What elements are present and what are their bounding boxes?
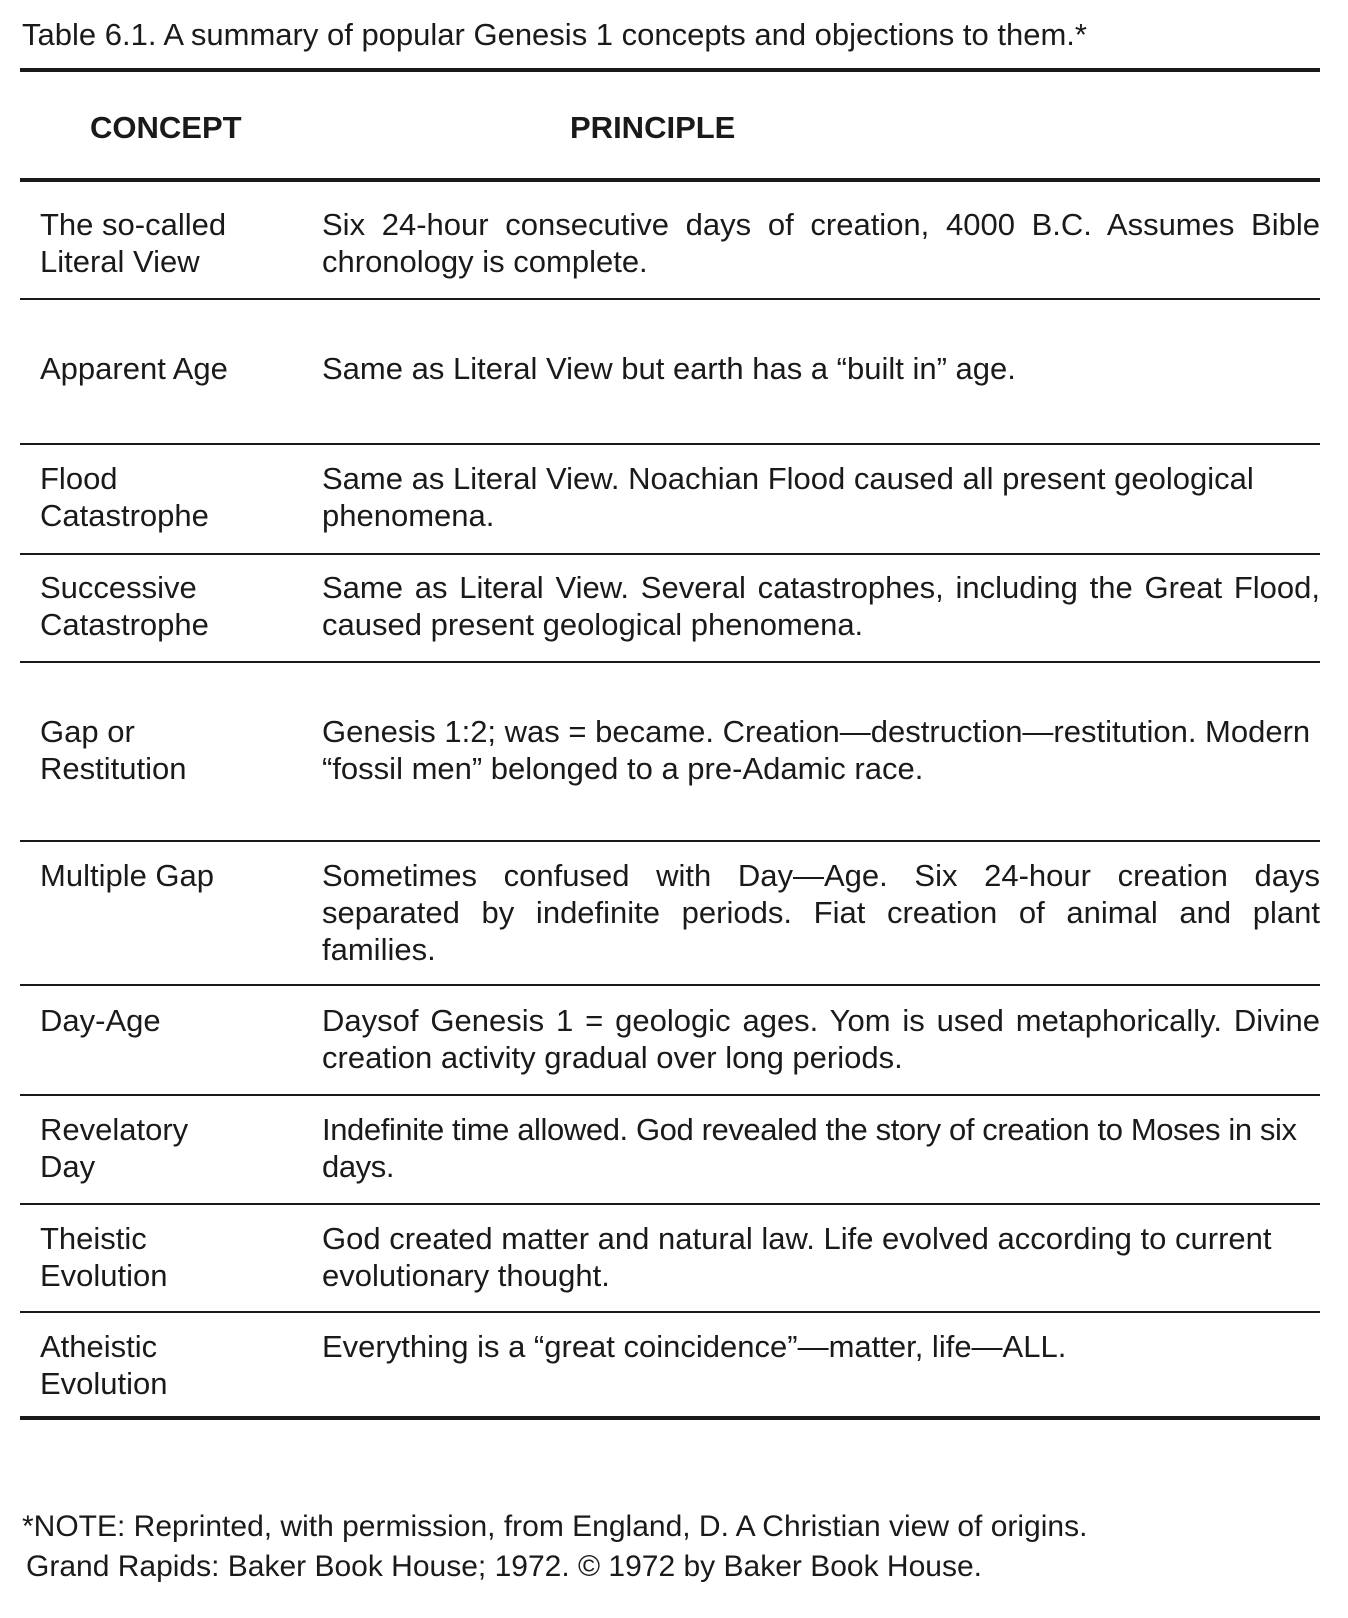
top-rule xyxy=(20,68,1320,72)
principle-cell: Everything is a “great coincidence”—matter, life—ALL. xyxy=(322,1329,1067,1364)
concept-cell: Apparent Age xyxy=(40,351,228,386)
concept-cell: Multiple Gap xyxy=(40,858,215,893)
concept-header: CONCEPT xyxy=(90,110,242,145)
principle-cell: Genesis 1:2; was = became. Creation—destruction—restitution. Modern “fossil men” belonged to a pre-Adamic race. xyxy=(322,714,1311,786)
principle-cell: Six 24-hour consecutive days of creation, 4000 B.C. Assumes Bible chronology is complete. xyxy=(322,207,1320,279)
concept-cell: Successive Catastrophe xyxy=(40,570,209,642)
row-divider xyxy=(20,553,1320,555)
row-divider xyxy=(20,1311,1320,1313)
principle-cell: Same as Literal View. Noachian Flood caused all present geological phenomena. xyxy=(322,461,1254,533)
concept-cell: Atheistic Evolution xyxy=(40,1329,168,1401)
footnote xyxy=(22,1507,1087,1587)
principle-cell: God created matter and natural law. Life evolved according to current evolutionary thought. xyxy=(322,1221,1272,1293)
concept-cell: Theistic Evolution xyxy=(40,1221,168,1293)
concept-cell: Gap or Restitution xyxy=(40,714,187,786)
row-divider xyxy=(20,443,1320,445)
row-divider xyxy=(20,984,1320,986)
concept-cell: Revelatory Day xyxy=(40,1112,189,1184)
row-divider xyxy=(20,840,1320,842)
header-rule xyxy=(20,178,1320,182)
principle-cell: Sometimes confused with Day—Age. Six 24-hour creation days separated by indefinite periods. Fiat creation of animal and plant families. xyxy=(322,858,1320,967)
concept-cell: Flood Catastrophe xyxy=(40,461,209,533)
row-divider xyxy=(20,1094,1320,1096)
table-caption: Table 6.1. A summary of popular Genesis 1 concepts and objections to them.* xyxy=(22,17,1087,52)
principle-cell: Indefinite time allowed. God revealed the story of creation to Moses in six days. xyxy=(322,1112,1297,1184)
concept-cell: Day-Age xyxy=(40,1003,161,1038)
row-divider xyxy=(20,1203,1320,1205)
row-divider xyxy=(20,661,1320,663)
principle-header: PRINCIPLE xyxy=(570,110,736,145)
bottom-rule xyxy=(20,1416,1320,1420)
principle-cell: Same as Literal View but earth has a “built in” age. xyxy=(322,351,1016,386)
footnote-line: Grand Rapids: Baker Book House; 1972. © 1972 by Baker Book House. xyxy=(26,1550,982,1583)
principle-cell: Same as Literal View. Several catastrophes, including the Great Flood, caused present geological phenomena. xyxy=(322,570,1320,642)
concept-cell: The so-called Literal View xyxy=(40,207,227,279)
footnote-line: *NOTE: Reprinted, with permission, from England, D. A Christian view of origins. xyxy=(22,1510,1088,1543)
principle-cell: Daysof Genesis 1 = geologic ages. Yom is used metaphorically. Divine creation activity gradual over long periods. xyxy=(322,1003,1320,1075)
row-divider xyxy=(20,298,1320,300)
